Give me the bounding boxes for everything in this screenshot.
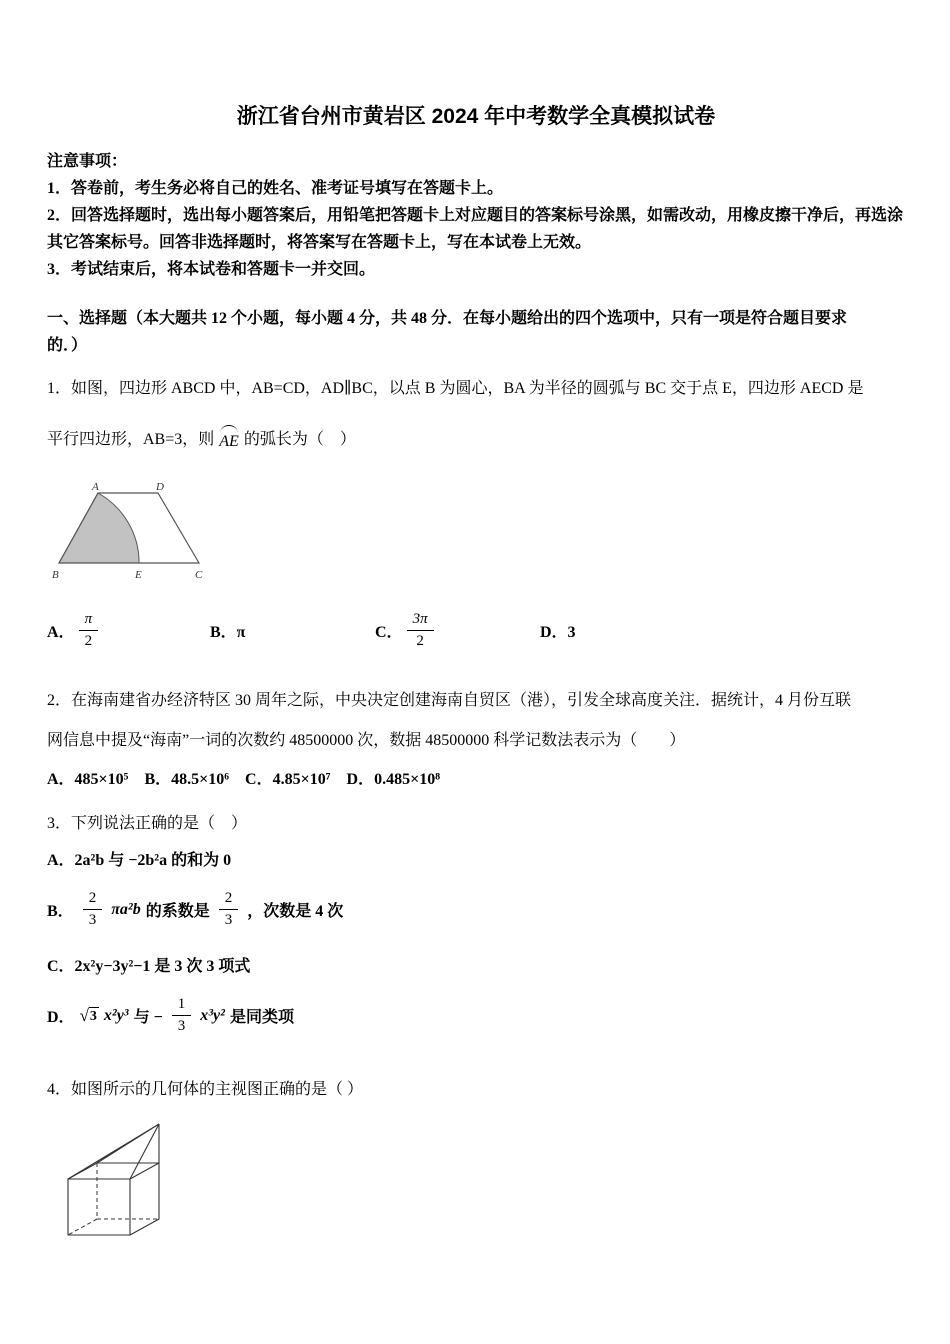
q1-shaded-sector <box>59 493 139 563</box>
notice-section <box>47 148 905 283</box>
q1-stem-post: 的弧长为（ ） <box>243 430 356 448</box>
q3-option-d-expression-1: x²y³ <box>103 1006 129 1024</box>
question-1 <box>47 375 905 651</box>
fraction-numerator: 2 <box>219 890 239 910</box>
q3-option-b <box>47 885 905 935</box>
q2-options: A．485×10⁵ B．48.5×10⁶ C．4.85×10⁷ D．0.485×10⁸ <box>47 770 440 788</box>
notice-item-1: 1．答卷前，考生务必将自己的姓名、准考证号填写在答题卡上。 <box>47 180 504 197</box>
q3-option-b-fraction-2 <box>219 890 239 930</box>
radicand: 3 <box>89 1008 97 1024</box>
q3-option-d-label: D． <box>47 1009 75 1026</box>
q3-option-d <box>47 991 905 1041</box>
arc-over-icon <box>220 425 238 433</box>
q1-option-c-label: C． <box>375 624 403 642</box>
q1-options <box>47 611 905 651</box>
notice-item-2: 2．回答选择题时，选出每小题答案后，用铅笔把答题卡上对应题目的答案标号涂黑，如需改动，用橡皮擦干净后，再选涂其它答案标号。回答非选择题时，将答案写在答题卡上，写在本试卷上无效。 <box>47 207 904 251</box>
section1-heading-line1: 一、选择题（本大题共 12 个小题，每小题 4 分，共 48 分．在每小题给出的四个选项中，只有一项是符合题目要求 <box>47 310 848 327</box>
q1-figure-label-E: E <box>135 569 142 581</box>
fraction-numerator: 3π <box>407 611 434 631</box>
q3-option-b-text2: ，次数是 4 次 <box>247 903 344 920</box>
fraction-denominator: 2 <box>416 633 424 650</box>
fraction-numerator: 2 <box>83 890 103 910</box>
page-title: 浙江省台州市黄岩区 2024 年中考数学全真模拟试卷 <box>236 105 716 128</box>
q1-option-a-label: A． <box>47 624 75 642</box>
q4-hidden-edges <box>68 1163 159 1235</box>
question-2 <box>47 681 905 795</box>
fraction-numerator: 1 <box>172 996 192 1016</box>
q3-option-d-text1: 与 − <box>133 1009 163 1026</box>
q1-figure-trapezoid <box>51 481 216 583</box>
q1-stem-line2 <box>47 417 905 457</box>
fraction-denominator: 3 <box>224 912 233 928</box>
q1-figure-label-B: B <box>52 569 59 581</box>
q4-front-face <box>68 1179 130 1235</box>
q1-option-a <box>47 611 210 651</box>
q3-option-d-fraction <box>172 996 192 1036</box>
q2-stem-line1: 2．在海南建省办经济特区 30 周年之际，中央决定创建海南自贸区（港），引发全球高度关注．据统计，4 月份互联 <box>47 691 852 709</box>
fraction-denominator: 3 <box>88 912 97 928</box>
q3-option-d-text2: 是同类项 <box>229 1009 294 1026</box>
radical-icon: √ <box>79 1005 89 1025</box>
q1-stem-line1: 1．如图，四边形 ABCD 中，AB=CD，AD∥BC，以点 B 为圆心，BA 为半径的圆弧与 BC 交于点 E，四边形 AECD 是 <box>47 380 864 397</box>
q3-option-d-expression-2: x³y² <box>200 1006 225 1024</box>
q3-option-c: C．2x²y−3y²−1 是 3 次 3 项式 <box>47 957 251 975</box>
q4-stem: 4．如图所示的几何体的主视图正确的是（ ） <box>47 1080 364 1098</box>
q2-stem-line2: 网信息中提及“海南”一词的次数约 48500000 次，数据 48500000 科学记数法表示为（ ） <box>47 731 686 749</box>
q3-option-b-expression: πa²b <box>111 900 141 918</box>
section1-heading-line2: 的．） <box>47 337 88 354</box>
q3-option-a: A．2a²b 与 −2b²a 的和为 0 <box>47 851 232 869</box>
notice-heading: 注意事项： <box>47 153 128 170</box>
question-4 <box>47 1075 905 1244</box>
q1-option-d: D．3 <box>540 624 576 642</box>
notice-item-3: 3．考试结束后，将本试卷和答题卡一并交回。 <box>47 261 376 278</box>
q4-figure-solid <box>55 1119 200 1244</box>
q3-option-b-text1: 的系数是 <box>145 903 210 920</box>
section1-heading <box>47 305 905 359</box>
fraction-numerator: π <box>79 611 99 631</box>
q1-option-c <box>375 611 540 651</box>
q1-option-c-fraction <box>407 611 434 651</box>
arc-AE-notation <box>219 425 239 450</box>
q1-option-b: B．π <box>210 624 246 642</box>
arc-AE-text: AE <box>219 432 239 450</box>
q3-stem: 3．下列说法正确的是（ ） <box>47 814 248 832</box>
q1-stem-pre: 平行四边形，AB=3，则 <box>47 430 215 448</box>
q1-option-a-fraction <box>79 611 99 651</box>
q1-figure-label-C: C <box>195 569 203 581</box>
fraction-denominator: 3 <box>177 1018 186 1034</box>
q4-right-face-edges <box>130 1163 159 1235</box>
q1-figure-label-D: D <box>156 481 164 493</box>
q3-option-b-label: B． <box>47 903 74 920</box>
question-3 <box>47 809 905 1041</box>
square-root-notation <box>80 1007 99 1025</box>
q3-option-b-fraction-1 <box>83 890 103 930</box>
q1-figure-label-A: A <box>92 481 99 493</box>
fraction-denominator: 2 <box>84 633 93 650</box>
